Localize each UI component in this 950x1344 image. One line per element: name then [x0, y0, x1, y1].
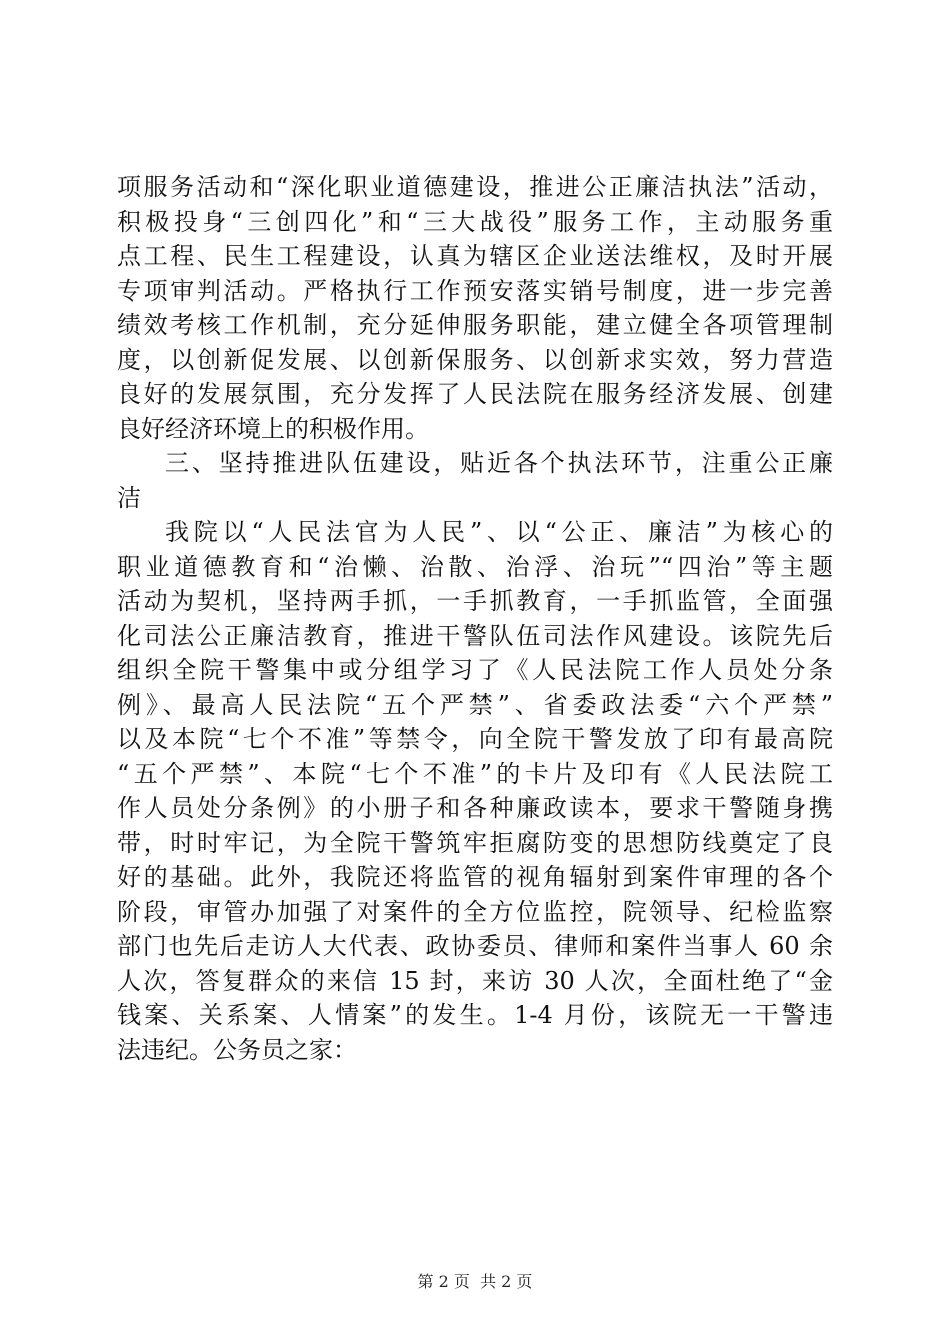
text-line: 钱案、关系案、人情案”的发生。1-4 月份，该院无一干警违: [117, 1001, 833, 1029]
text-line: 项服务活动和“深化职业道德建设，推进公正廉洁执法”活动，: [117, 173, 833, 201]
text-line: “五个严禁”、本院“七个不准”的卡片及印有《人民法院工: [117, 759, 833, 788]
text-line: 人次，答复群众的来信 15 封，来访 30 人次，全面杜绝了“金: [117, 966, 833, 995]
page-footer: [0, 1271, 950, 1293]
paragraph: [117, 170, 833, 446]
text-line: 积极投身“三创四化”和“三大战役”服务工作，主动服务重: [117, 207, 833, 236]
text-line: 好的基础。此外，我院还将监管的视角辐射到案件审理的各个: [117, 863, 833, 891]
text-line: 洁: [117, 483, 141, 512]
text-line: 职业道德教育和“治懒、治散、治浮、治玩”“四治”等主题: [117, 552, 833, 581]
document-body: [117, 170, 833, 1067]
text-line: 点工程、民生工程建设，认真为辖区企业送法维权，及时开展: [117, 242, 833, 270]
text-line: 法违纪。公务员之家：: [117, 1035, 357, 1064]
text-line: 良好的发展氛围，充分发挥了人民法院在服务经济发展、创建: [117, 380, 833, 408]
text-line: 部门也先后走访人大代表、政协委员、律师和案件当事人 60 余: [117, 932, 833, 960]
text-line: 三、坚持推进队伍建设，贴近各个执法环节，注重公正廉: [165, 449, 833, 477]
paragraph: [117, 515, 833, 1067]
text-line: 绩效考核工作机制，充分延伸服务职能，建立健全各项管理制: [117, 311, 833, 339]
text-line: 组织全院干警集中或分组学习了《人民法院工作人员处分条: [117, 656, 833, 684]
text-line: 带，时时牢记，为全院干警筑牢拒腐防变的思想防线奠定了良: [117, 828, 833, 857]
text-line: 以及本院“七个不准”等禁令，向全院干警发放了印有最高院: [117, 725, 833, 753]
text-line: 我院以“人民法官为人民”、以“公正、廉洁”为核心的: [165, 518, 833, 546]
text-line: 阶段，审管办加强了对案件的全方位监控，院领导、纪检监察: [117, 897, 833, 926]
text-line: 专项审判活动。严格执行工作预安落实销号制度，进一步完善: [117, 276, 833, 305]
text-line: 作人员处分条例》的小册子和各种廉政读本，要求干警随身携: [117, 794, 833, 822]
section-heading: [117, 446, 833, 515]
page-number-label: 第 2 页 共 2 页: [417, 1272, 533, 1291]
text-line: 良好经济环境上的积极作用。: [117, 414, 429, 443]
text-line: 例》、最高人民法院“五个严禁”、省委政法委“六个严禁”: [117, 690, 833, 719]
text-line: 度，以创新促发展、以创新保服务、以创新求实效，努力营造: [117, 345, 833, 374]
text-line: 化司法公正廉洁教育，推进干警队伍司法作风建设。该院先后: [117, 621, 833, 650]
text-line: 活动为契机，坚持两手抓，一手抓教育，一手抓监管，全面强: [117, 587, 833, 615]
